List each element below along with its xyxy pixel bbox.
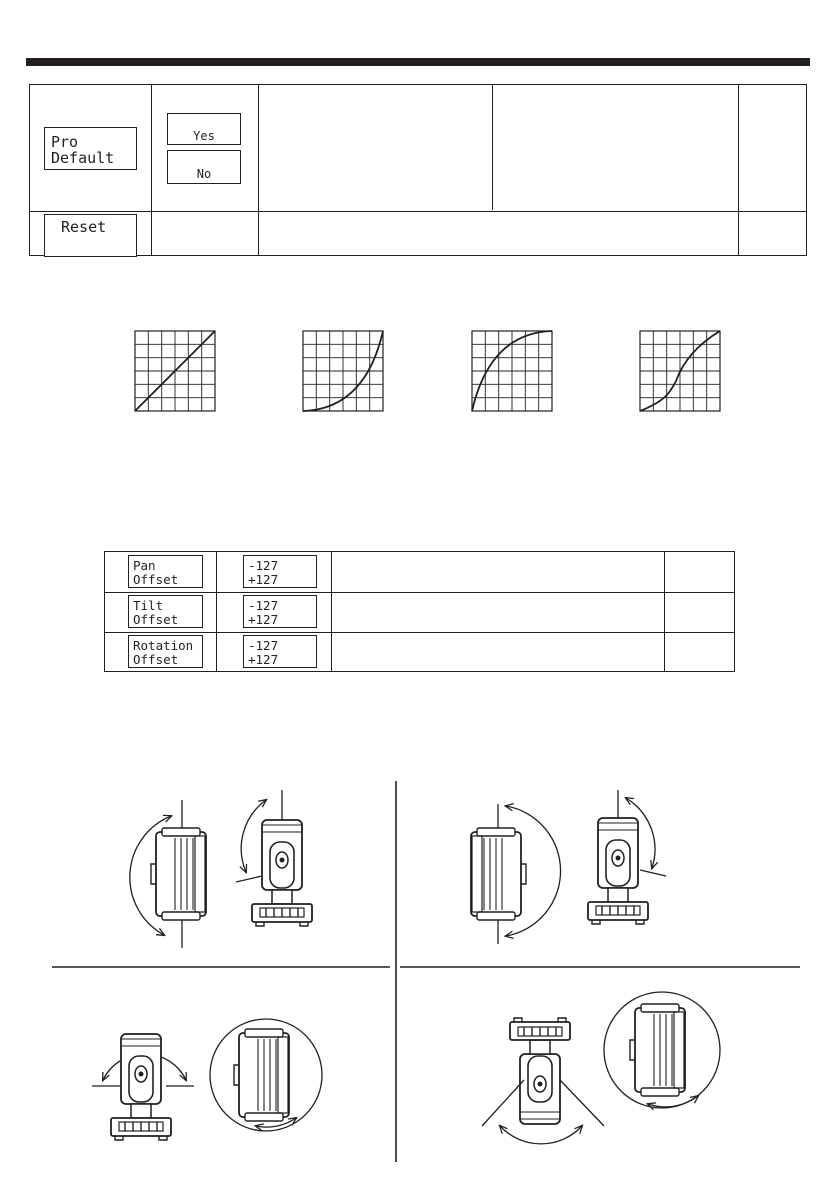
lcd-line: Offset <box>133 572 179 587</box>
fixture-inverted-rotation <box>482 992 720 1144</box>
lcd-line: -127 <box>248 598 279 613</box>
lcd-line: +127 <box>248 612 279 627</box>
fixture-pan-rotation <box>92 1019 322 1140</box>
lcd-line: Pan <box>133 558 156 573</box>
option-yes-label: Yes <box>193 129 215 143</box>
lcd-line: -127 <box>248 638 279 653</box>
lcd-line: +127 <box>248 572 279 587</box>
lcd-line: Offset <box>133 612 179 627</box>
lcd-line: Reset <box>61 218 107 236</box>
lcd-line: Tilt <box>133 598 164 613</box>
fixture-pan-tilt-reverse <box>471 790 666 944</box>
lcd-line: Offset <box>133 652 179 667</box>
lcd-line: Rotation <box>133 638 194 653</box>
lcd-line: +127 <box>248 652 279 667</box>
lcd-line: -127 <box>248 558 279 573</box>
lcd-line: Pro <box>51 133 79 151</box>
fixture-pan-tilt-side <box>130 790 312 948</box>
lcd-line: Default <box>51 149 115 167</box>
option-no-label: No <box>196 167 212 181</box>
